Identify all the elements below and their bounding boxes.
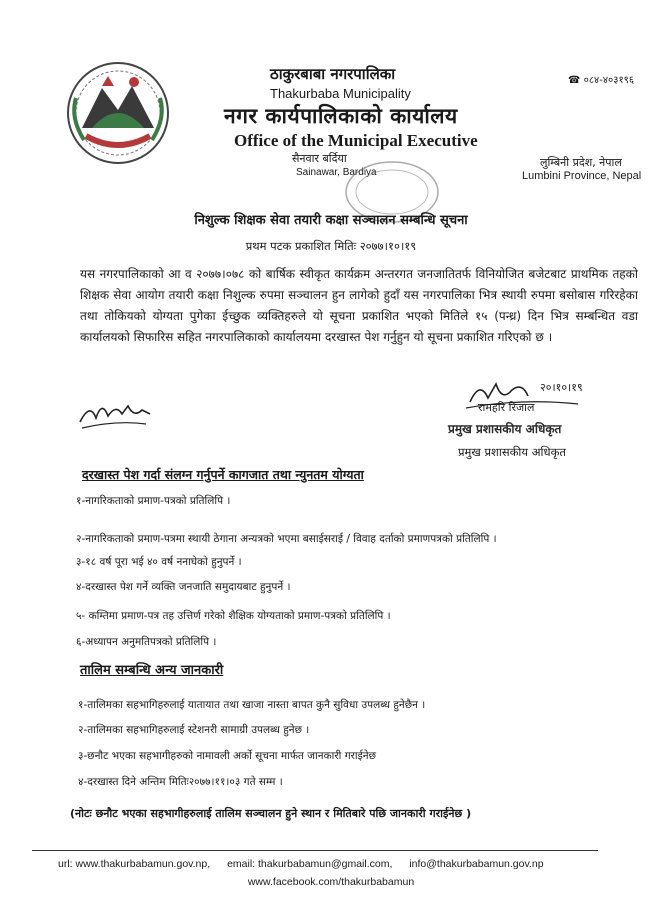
- requirement-item: ३-१८ वर्ष पूरा भई ४० वर्ष ननाघेको हुनुपर्ने ।: [76, 556, 242, 568]
- footer-contacts: [58, 858, 558, 870]
- notice-body: यस नगरपालिकाको आ व २०७७।०७८ को बार्षिक स्वीकृत कार्यक्रम अन्तरगत जनजातितर्फ विनियोजित बजेटबाट प्राथमिक तहको शिक्षक सेवा आयोग तयारी कक्षा निशुल्क रुपमा सञ्चालन हुन लागेको हुदाँ यस नगरपालिका भित्र स्थायी रुपमा बसोबास गरिरहेका तथा तोकियको योग्यता पुगेका ईच्छुक व्यक्तिहरुले यो सूचना प्रकाशित भएको मितिले १५ (पन्ध्र) दिन भित्र सम्बन्धित वडा कार्यालयको सिफारिस सहित नगरपालिकाको कार्यालयमा दरखास्त पेश गर्नुहुन यो सूचना प्रकाशित गरिएको छ ।: [80, 267, 638, 344]
- published-date: प्रथम पटक प्रकाशित मितिः २०७७।१०।१९: [245, 239, 417, 253]
- notice-title: निशुल्क शिक्षक सेवा तयारी कक्षा सञ्चालन सम्बन्धि सूचना: [194, 213, 468, 228]
- footer-divider: [32, 850, 598, 851]
- requirement-item: ४-दरखास्त पेश गर्ने व्यक्ति जनजाति समुदायबाट हुनुपर्ने ।: [76, 581, 291, 593]
- website-link[interactable]: url: www.thakurbabamun.gov.np,: [58, 858, 211, 870]
- municipality-name-nepali: ठाकुरबाबा नगरपालिका: [270, 65, 396, 83]
- facebook-link[interactable]: www.facebook.com/thakurbabamun: [247, 876, 415, 888]
- address-nepali: सैनवार बर्दिया: [292, 152, 347, 165]
- training-note: (नोटः छनौट भएका सहभागीहरुलाई तालिम सञ्चालन हुने स्थान र मितिबारे पछि जानकारी गराईनेछ ): [70, 807, 472, 820]
- email-link[interactable]: email: thakurbabamun@gmail.com,: [227, 858, 393, 870]
- requirement-item: १-नागरिकताको प्रमाण-पत्रको प्रतिलिपि ।: [76, 495, 231, 507]
- phone-number: ☎ ०८४-४०३१९६: [568, 75, 635, 86]
- training-heading: तालिम सम्बन्धि अन्य जानकारी: [80, 663, 224, 678]
- training-item: ४-दरखास्त दिने अन्तिम मितिः२०७७।११।०३ गते सम्म ।: [78, 776, 283, 788]
- nepal-emblem-seal: [62, 58, 174, 168]
- requirements-heading: दरखास्त पेश गर्दा संलग्न गर्नुपर्ने कागजात तथा न्युनतम योग्यता: [82, 467, 364, 482]
- requirement-item: २-नागरिकताको प्रमाण-पत्रमा स्थायी ठेगाना अन्यत्रको भएमा बसाईसराई / विवाह दर्ताको प्रमाणपत्रको प्रतिलिपि ।: [76, 533, 497, 545]
- signature-date: २०।१०।१९: [540, 381, 583, 394]
- office-name-english: Office of the Municipal Executive: [234, 131, 478, 150]
- municipality-name-english: Thakurbaba Municipality: [270, 86, 411, 101]
- province-english: Lumbini Province, Nepal: [522, 170, 642, 182]
- signatory-role: प्रमुख प्रशासकीय अधिकृत: [458, 445, 566, 459]
- signatory-name: रामहरि रिजाल: [478, 401, 535, 414]
- province-nepali: लुम्बिनी प्रदेश, नेपाल: [540, 156, 622, 169]
- left-signature: [76, 392, 176, 432]
- requirement-item: ५- कम्तिमा प्रमाण-पत्र तह उत्तिर्ण गरेको शैक्षिक योग्यताको प्रमाण-पत्रको प्रतिलिपि ।: [76, 610, 391, 622]
- signatory-role-stamp: प्रमुख प्रशासकीय अधिकृत: [448, 422, 562, 436]
- training-item: १-तालिमका सहभागिहरुलाई यातायात तथा खाजा नास्ता बापत कुनै सुविधा उपलब्ध हुनेछैन ।: [78, 699, 426, 711]
- info-email-link[interactable]: info@thakurbabamun.gov.np: [409, 858, 544, 870]
- address-english: Sainawar, Bardiya: [296, 167, 377, 178]
- requirement-item: ६-अध्यापन अनुमतिपत्रको प्रतिलिपि ।: [76, 636, 217, 648]
- training-item: ३-छनौट भएका सहभागीहरुको नामावली अर्को सूचना मार्फत जानकारी गराईनेछ: [78, 750, 376, 762]
- office-name-nepali: नगर कार्यपालिकाको कार्यालय: [224, 104, 458, 128]
- training-item: २-तालिमका सहभागिहरुलाई स्टेशनरी सामाग्री उपलब्ध हुनेछ ।: [78, 724, 310, 736]
